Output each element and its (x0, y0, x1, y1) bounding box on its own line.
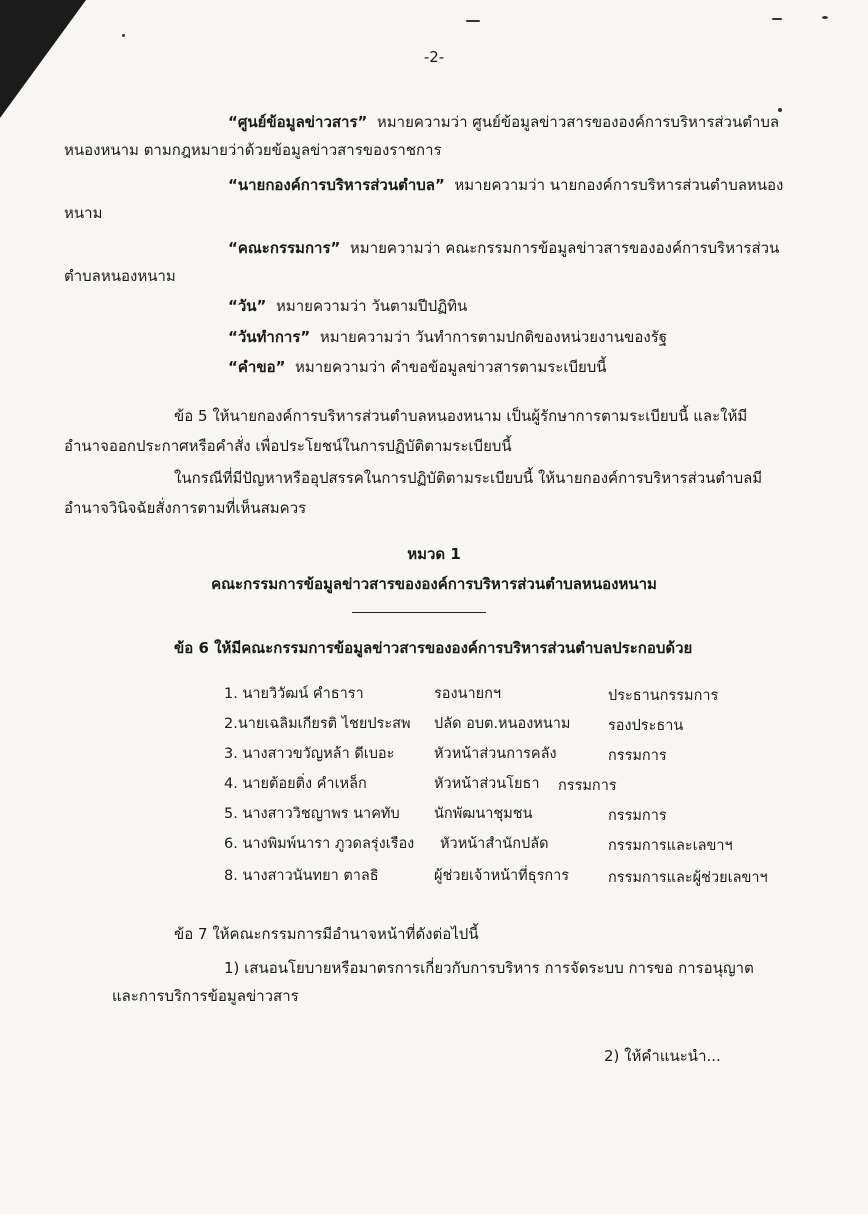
member-role: กรรมการ (608, 748, 667, 764)
member-position: ผู้ช่วยเจ้าหน้าที่ธุรการ (434, 868, 570, 884)
definition-line (228, 112, 779, 132)
definition-text: หมายความว่า ศูนย์ข้อมูลข่าวสารขององค์การบริหารส่วนตำบล (376, 113, 780, 131)
definition-text: หมายความว่า คณะกรรมการข้อมูลข่าวสารขององค์การบริหารส่วน (349, 239, 780, 257)
clause5-line2: อำนาจออกประกาศหรือคำสั่ง เพื่อประโยชน์ในการปฏิบัติตามระเบียบนี้ (64, 437, 512, 455)
definition-term: “คณะกรรมการ” (228, 239, 341, 257)
definition-line (228, 175, 783, 195)
scan-speck (466, 20, 480, 22)
definition-line (228, 296, 467, 316)
page-number: -2- (423, 48, 445, 66)
member-position: หัวหน้าสำนักปลัด (440, 836, 549, 852)
clause7-intro: ข้อ 7 ให้คณะกรรมการมีอำนาจหน้าที่ดังต่อไปนี้ (174, 925, 479, 943)
member-position: หัวหน้าส่วนโยธา (434, 776, 540, 792)
section-title: คณะกรรมการข้อมูลข่าวสารขององค์การบริหารส่วนตำบลหนองหนาม (211, 575, 657, 593)
scan-speck (772, 18, 782, 20)
clause5-line1: ข้อ 5 ให้นายกองค์การบริหารส่วนตำบลหนองหนาม เป็นผู้รักษาการตามระเบียบนี้ และให้มี (174, 407, 748, 425)
member-position: รองนายกฯ (434, 686, 502, 702)
definition-text: หมายความว่า วันทำการตามปกติของหน่วยงานของรัฐ (319, 328, 667, 346)
definition-cont: ตำบลหนองหนาม (64, 267, 176, 285)
member-name: 8. นางสาวนันทยา ตาลธิ (224, 868, 379, 884)
definition-term: “นายกองค์การบริหารส่วนตำบล” (228, 176, 445, 194)
scan-speck (822, 16, 828, 19)
definition-text: หมายความว่า วันตามปีปฏิทิน (275, 297, 468, 315)
clause7-item1-line2: และการบริการข้อมูลข่าวสาร (112, 987, 299, 1005)
section-heading: หมวด 1 (407, 545, 461, 563)
definition-line (228, 327, 667, 347)
member-name: 4. นายต้อยติ่ง คำเหล็ก (224, 776, 367, 792)
member-role: ประธานกรรมการ (608, 688, 719, 704)
section-divider (352, 612, 486, 613)
definition-term: “คำขอ” (228, 358, 286, 376)
member-role: กรรมการและเลขาฯ (608, 838, 733, 854)
definition-term: “วัน” (228, 297, 267, 315)
definition-line (228, 357, 607, 377)
definition-line (228, 238, 779, 258)
definition-cont: หนาม (64, 204, 103, 222)
member-role: รองประธาน (608, 718, 684, 734)
member-name: 3. นางสาวขวัญหล้า ดีเบอะ (224, 746, 395, 762)
definition-cont: หนองหนาม ตามกฎหมายว่าด้วยข้อมูลข่าวสารของราชการ (64, 141, 442, 159)
definition-text: หมายความว่า นายกองค์การบริหารส่วนตำบลหนอง (454, 176, 784, 194)
clause6-intro: ข้อ 6 ให้มีคณะกรรมการข้อมูลข่าวสารขององค์การบริหารส่วนตำบลประกอบด้วย (174, 639, 693, 657)
definition-term: “วันทำการ” (228, 328, 311, 346)
member-name: 5. นางสาววิชญาพร นาคทับ (224, 806, 400, 822)
member-name: 6. นางพิมพ์นารา ภูวดลรุ่งเรือง (224, 836, 415, 852)
member-name: 1. นายวิวัฒน์ คำธารา (224, 686, 364, 702)
member-role: กรรมการ (608, 808, 667, 824)
member-name: 2.นายเฉลิมเกียรติ ไชยประสพ (224, 716, 411, 732)
clause5-line4: อำนาจวินิจฉัยสั่งการตามที่เห็นสมควร (64, 499, 307, 517)
member-role: กรรมการและผู้ช่วยเลขาฯ (608, 870, 768, 886)
member-role: กรรมการ (558, 778, 617, 794)
definition-term: “ศูนย์ข้อมูลข่าวสาร” (228, 113, 368, 131)
page-continuation: 2) ให้คำแนะนำ... (604, 1047, 721, 1065)
member-position: นักพัฒนาชุมชน (434, 806, 533, 822)
member-position: ปลัด อบต.หนองหนาม (434, 716, 571, 732)
scan-speck (122, 34, 125, 37)
clause5-line3: ในกรณีที่มีปัญหาหรืออุปสรรคในการปฏิบัติตามระเบียบนี้ ให้นายกองค์การบริหารส่วนตำบลมี (174, 469, 763, 487)
definition-text: หมายความว่า คำขอข้อมูลข่าวสารตามระเบียบนี้ (294, 358, 607, 376)
clause7-item1-line1: 1) เสนอนโยบายหรือมาตรการเกี่ยวกับการบริหาร การจัดระบบ การขอ การอนุญาต (224, 959, 754, 977)
member-position: หัวหน้าส่วนการคลัง (434, 746, 557, 762)
